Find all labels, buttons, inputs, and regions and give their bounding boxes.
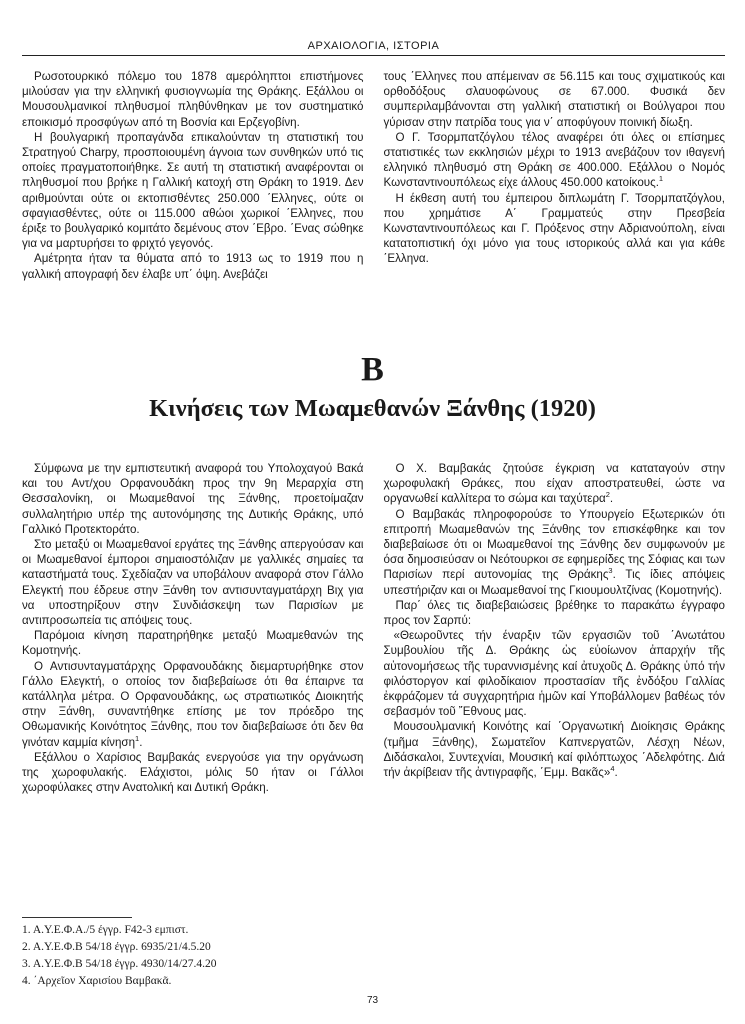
footnote: 2. Α.Υ.Ε.Φ.Β 54/18 έγγρ. 6935/21/4.5.20 <box>22 941 211 953</box>
section-title: Κινήσεις των Μωαμεθανών Ξάνθης (1920) <box>149 395 596 422</box>
running-header: ΑΡΧΑΙΟΛΟΓΙΑ, ΙΣΤΟΡΙΑ <box>22 40 725 56</box>
bottom-right-column <box>384 461 726 795</box>
paragraph-text: . Τις ίδιες απόψεις υπεστήριζαν και οι Μωαμεθανοί της Γκιουμουλτζίνας (Κομοτηνής). <box>383 568 725 597</box>
top-right-column <box>384 69 726 282</box>
footnote: 4. ΄Αρχεῖον Χαρισίου Βαμβακᾶ. <box>22 975 172 987</box>
paragraph: Ρωσοτουρκικό πόλεμο του 1878 αμερόληπτοι επιστήμονες μιλούσαν για την ελληνική φυσιογνωμία της Θράκης. Εξάλλου οι Μουσουλμανικοί πληθυσμοί πληθύνθηκαν με τον συστηματικό εποικισμό προσφύγων από τη Βοσνία και Ερζεγοβίνη. <box>22 70 364 129</box>
bottom-columns <box>22 461 725 795</box>
page-number: 73 <box>366 995 379 1006</box>
paragraph-text: Ο Γ. Τσορμπατζόγλου τέλος αναφέρει ότι όλες οι επίσημες στατιστικές των εκκλησιών μέχρι το 1913 ανεβάζουν τον ιθαγενή ελληνικό πληθυσμό στη Θράκη σε 400.000. Εξάλλου ο Νομός Κωνσταντινουπόλεως είχε άλλους 450.000 κατοίκους. <box>383 130 725 190</box>
quoted-document: «Θεωροῦντες τήν έναρξιν τῶν εργασιῶν τοῦ ΄Ανωτάτου Συμβουλίου τῆς Δ. Θράκης ὡς εὐοίωνον ἀπαρχήν τῆς αὐτονομήσεως τῆς τυραννισμένης καί ἀτυχοῦς Δ. Θράκης ὑπό τήν φιλόστοργον καί φιλοδίκαιον προστασίαν τῆς ἐνδόξου Γαλλίας ἐκφράζομεν τά συγχαρητήρια ἡμῶν καί Υποβάλλομεν βαθέως τόν σεβασμόν τοῦ ῎Εθνους μας. <box>383 629 725 719</box>
footnote-ref: 2 <box>605 490 610 500</box>
paragraph: τους ΄Ελληνες που απέμειναν σε 56.115 και τους σχιματικούς και ορθοδόξους σλαυοφώνους σε 67.000. Φυσικά δεν συμπεριλαμβάνονται στη γαλλική στατιστική οι Βούλγαροι που γύρισαν στην πατρίδα τους για ν΄ αποφύγουν ποινική δίωξη. <box>383 70 725 129</box>
footnote-ref: 4 <box>610 764 615 774</box>
paragraph: Αμέτρητα ήταν τα θύματα από το 1913 ως το 1919 που η γαλλική απογραφή δεν έλαβε υπ΄ όψη. Ανεβάζει <box>22 252 364 281</box>
paragraph: Η έκθεση αυτή του έμπειρου διπλωμάτη Γ. Τσορμπατζόγλου, που χρημάτισε Α΄ Γραμματεύς στην Πρεσβεία Κωνσταντινουπόλεως και Γ. Πρόξενος στην Αδριανούπολη, είναι κατατοπιστική όχι μόνο για τους ιστορικούς αλλά και για κάθε ΄Ελληνα. <box>383 191 725 266</box>
top-left-column <box>22 69 364 282</box>
footnote: 1. Α.Υ.Ε.Φ.Α./5 έγγρ. F42-3 εμπιστ. <box>22 924 189 936</box>
paragraph: Παρόμοια κίνηση παρατηρήθηκε μεταξύ Μωαμεθανών της Κομοτηνής. <box>22 629 364 658</box>
section-letter: Β <box>361 351 384 388</box>
paragraph-text: Ο Αντισυνταγματάρχης Ορφανουδάκης διεμαρτυρήθηκε στον Γάλλο Ελεγκτή, ο οποίος τον διαβεβαίωσε ότι θα έπαιρνε τα κατάλληλα μέτρα. Ο Ορφανουδάκης, ως στρατιωτικός Διοικητής στην Ξάνθη, συναντήθηκε επίσης με τον πρόεδρο της Οθωμανικής Κοινότητος Ξάνθης, που τον διαβεβαίωσε ότι δεν θα γινόταν καμμία κίνηση <box>22 659 364 749</box>
paragraph <box>384 130 726 191</box>
footnote-ref: 1 <box>658 174 664 184</box>
paragraph: Ο Αντισυνταγματάρχης Ορφανουδάκης διεμαρτυρήθηκε στον Γάλλο Ελεγκτή, ο οποίος τον διαβεβαίωσε ότι θα έπαιρνε τα κατάλληλα μέτρα. Ο Ορφανουδάκης, ως στρατιωτικός Διοικητής στην Ξάνθη, συναντήθηκε επίσης με τον πρόεδρο της Οθωμανικής Κοινότητος Ξάνθης, που τον διαβεβαίωσε ότι δεν θα γινόταν καμμία κίνηση$^1$. <box>22 659 364 749</box>
paragraph: Σύμφωνα με την εμπιστευτική αναφορά του Υπολοχαγού Βακά και του Αντ/χου Ορφανουδάκη προς την 9η Μεραρχία στη Θεσσαλονίκη, οι Μωαμεθανοί της Ξάνθης, προετοίμαζαν συλλαλητήριο υπέρ της αυτονόμησης της Δυτικής Θράκης, υπό Γαλλικό Προτεκτοράτο. <box>22 462 364 536</box>
paragraph: Στο μεταξύ οι Μωαμεθανοί εργάτες της Ξάνθης απεργούσαν και οι Μωαμεθανοί έμποροι σημαιοστόλιζαν με γαλλικές σημαίες τα καταστήματά τους. Σχεδίαζαν να υποβάλουν αναφορά στον Γάλλο Ελεγκτή που έδρευε στην Ξάνθη τον αντισυνταγματάρχη Βιχ για να υποστηρίξουν στην Συνδιάσκεψη των Παρισίων με αντιπροσωπεία τις απόψεις τους. <box>22 538 364 628</box>
paragraph: Ο Χ. Βαμβακάς ζητούσε έγκριση να καταταγούν στην χωροφυλακή Θράκες, που είχαν αποστρατευθεί, ώστε να οργανωθεί καλλίτερα το σώμα και ταχύτερα$^2$. <box>383 462 725 506</box>
paragraph-text: Ο Χ. Βαμβακάς ζητούσε έγκριση να καταταγούν στην χωροφυλακή Θράκες, που είχαν αποστρατευθεί, ώστε να οργανωθεί καλλίτερα το σώμα και ταχύτερα <box>383 462 725 506</box>
footnote: 3. Α.Υ.Ε.Φ.Β 54/18 έγγρ. 4930/14/27.4.20 <box>22 958 217 970</box>
paragraph-text: Μουσουλμανική Κοινότης καί ΄Οργανωτική Διοίκησις Θράκης (τμῆμα Ξάνθης), Σωματεῖον Καπνεργατῶν, Λέσχη Νέων, Διδάσκαλοι, Συντεχνίαι, Μουσική καί φιλόπτωχος ΄Αδελφότης. Διά τήν ἀκρίβειαν τῆς ἀντιγραφῆς, ΄Εμμ. Βακᾶς» <box>383 720 725 780</box>
footnote-ref: 3 <box>608 566 613 576</box>
footnote-rule <box>22 917 132 918</box>
paragraph: Εξάλλου ο Χαρίσιος Βαμβακάς ενεργούσε για την οργάνωση της χωροφυλακής. Ελάχιστοι, μόλις 50 ήταν οι Γάλλοι χωροφύλακες στην Ανατολική και Δυτική Θράκη. <box>22 750 364 795</box>
footnote-ref: 1 <box>135 733 140 743</box>
footnotes <box>22 922 216 990</box>
top-columns <box>22 69 725 282</box>
paragraph <box>384 507 726 598</box>
paragraph: Παρ΄ όλες τις διαβεβαιώσεις βρέθηκε το παρακάτω έγγραφο προς τον Σαρπύ: <box>383 598 725 628</box>
paragraph-text: Ο Βαμβακάς πληροφορούσε το Υπουργείο Εξωτερικών ότι επιτροπή Μωαμεθανών της Ξάνθης τον επισκέφθηκε και τον διαβεβαίωσε ότι οι Μωαμεθανοί της Ξάνθης δεν συμφωνούν με όσα δημοσιεύσαν οι Νεότουρκοι σε εφημερίδες της Σόφιας και των Παρισίων περί αυτονομίας της Θράκης <box>383 507 725 582</box>
bottom-left-column <box>22 461 364 795</box>
paragraph: Η βουλγαρική προπαγάνδα επικαλούνταν τη στατιστική του Στρατηγού Charpy, προσποιουμένη άγνοια των συνθηκών υπό τις οποίες πραγματοποιήθηκε. Σε αυτή τη στατιστική αναφέρονται οι πληθυσμοί που βρήκε η Γαλλική κατοχή στη Θράκη το 1919. Δεν αριθμούνται ούτε οι εκτοπισθέντες 250.000 ΄Ελληνες, ούτε οι σφαγιασθέντες, ούτε οι 115.000 αθώοι χωρικοί ΄Ελληνες, που έριξε το βουλγαρικό κομιτάτο δεμένους στον ΄Εβρο. ΄Ενας σώθηκε για να μαρτυρήσει το φριχτό γεγονός. <box>22 130 364 251</box>
quoted-signatories: Μουσουλμανική Κοινότης καί ΄Οργανωτική Διοίκησις Θράκης (τμῆμα Ξάνθης), Σωματεῖον Καπνεργατῶν, Λέσχη Νέων, Διδάσκαλοι, Συντεχνίαι, Μουσική καί φιλόπτωχος ΄Αδελφότης. Διά τήν ἀκρίβειαν τῆς ἀντιγραφῆς, ΄Εμμ. Βακᾶς»$^4$. <box>383 720 725 780</box>
